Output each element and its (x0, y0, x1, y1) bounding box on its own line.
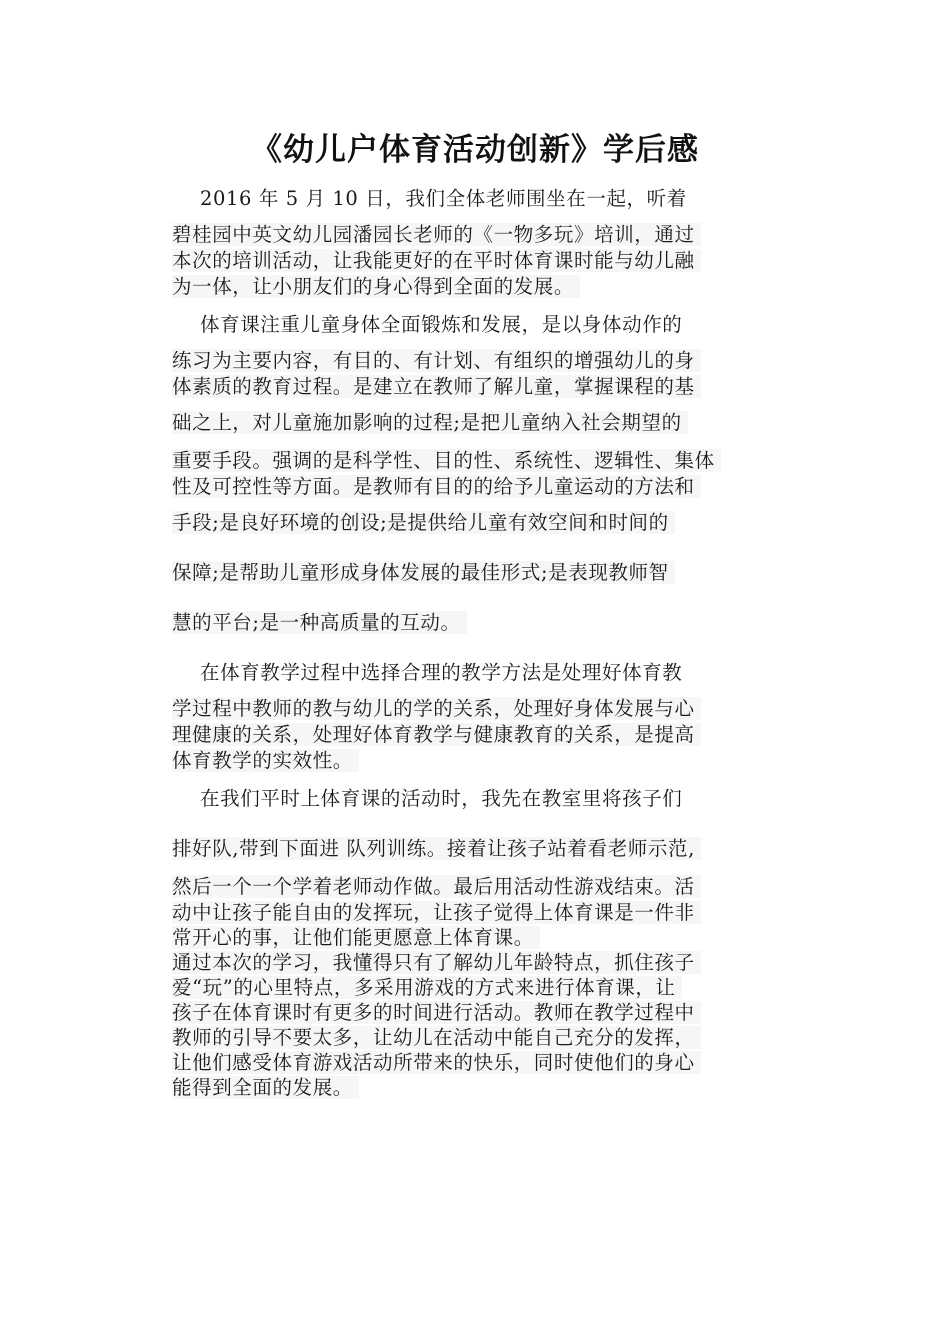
paragraph-line: 碧桂园中英文幼儿园潘园长老师的《一物多玩》培训，通过 (172, 222, 784, 247)
paragraph-line: 学过程中教师的教与幼儿的学的关系，处理好身体发展与心 (172, 696, 784, 721)
paragraph-line: 慧的平台;是一种高质量的互动。 (172, 610, 784, 635)
paragraph-line: 为一体，让小朋友们的身心得到全面的发展。 (172, 274, 784, 299)
paragraph-line: 练习为主要内容，有目的、有计划、有组织的增强幼儿的身 (172, 348, 784, 373)
paragraph-line: 体素质的教育过程。是建立在教师了解儿童，掌握课程的基 (172, 374, 784, 399)
paragraph-line: 让他们感受体育游戏活动所带来的快乐，同时使他们的身心 (172, 1050, 784, 1075)
paragraph-line: 础之上，对儿童施加影响的过程;是把儿童纳入社会期望的 (172, 410, 784, 435)
paragraph-line: 保障;是帮助儿童形成身体发展的最佳形式;是表现教师智 (172, 560, 784, 585)
paragraph-line: 体育课注重儿童身体全面锻炼和发展，是以身体动作的 (200, 313, 683, 336)
paragraph-line: 通过本次的学习，我懂得只有了解幼儿年龄特点，抓住孩子 (172, 950, 784, 975)
paragraph-line: 手段;是良好环境的创设;是提供给儿童有效空间和时间的 (172, 510, 784, 535)
paragraph-line: 然后一个一个学着老师动作做。最后用活动性游戏结束。活 (172, 874, 784, 899)
paragraph-line: 本次的培训活动，让我能更好的在平时体育课时能与幼儿融 (172, 248, 784, 273)
document-title: 《幼儿户体育活动创新》学后感 (251, 132, 699, 168)
paragraph-line: 在我们平时上体育课的活动时，我先在教室里将孩子们 (200, 787, 683, 810)
paragraph-line: 能得到全面的发展。 (172, 1075, 784, 1100)
paragraph-line: 爱“玩”的心里特点，多采用游戏的方式来进行体育课，让 (172, 975, 784, 1000)
paragraph-line: 教师的引导不要太多，让幼儿在活动中能自己充分的发挥， (172, 1025, 784, 1050)
paragraph-line: 在体育教学过程中选择合理的教学方法是处理好体育教 (200, 661, 683, 684)
paragraph-line: 重要手段。强调的是科学性、目的性、系统性、逻辑性、集体 (172, 448, 784, 473)
paragraph-line: 2016 年 5 月 10 日，我们全体老师围坐在一起，听着 (200, 187, 687, 210)
paragraph-line: 性及可控性等方面。是教师有目的的给予儿童运动的方法和 (172, 474, 784, 499)
paragraph-line: 理健康的关系，处理好体育教学与健康教育的关系，是提高 (172, 722, 784, 747)
paragraph-line: 体育教学的实效性。 (172, 748, 784, 773)
paragraph-line: 排好队,带到下面进 队列训练。接着让孩子站着看老师示范, (172, 836, 784, 861)
paragraph-line: 动中让孩子能自由的发挥玩，让孩子觉得上体育课是一件非 (172, 900, 784, 925)
paragraph-line: 孩子在体育课时有更多的时间进行活动。教师在教学过程中 (172, 1000, 784, 1025)
paragraph-line: 常开心的事，让他们能更愿意上体育课。 (172, 925, 784, 950)
